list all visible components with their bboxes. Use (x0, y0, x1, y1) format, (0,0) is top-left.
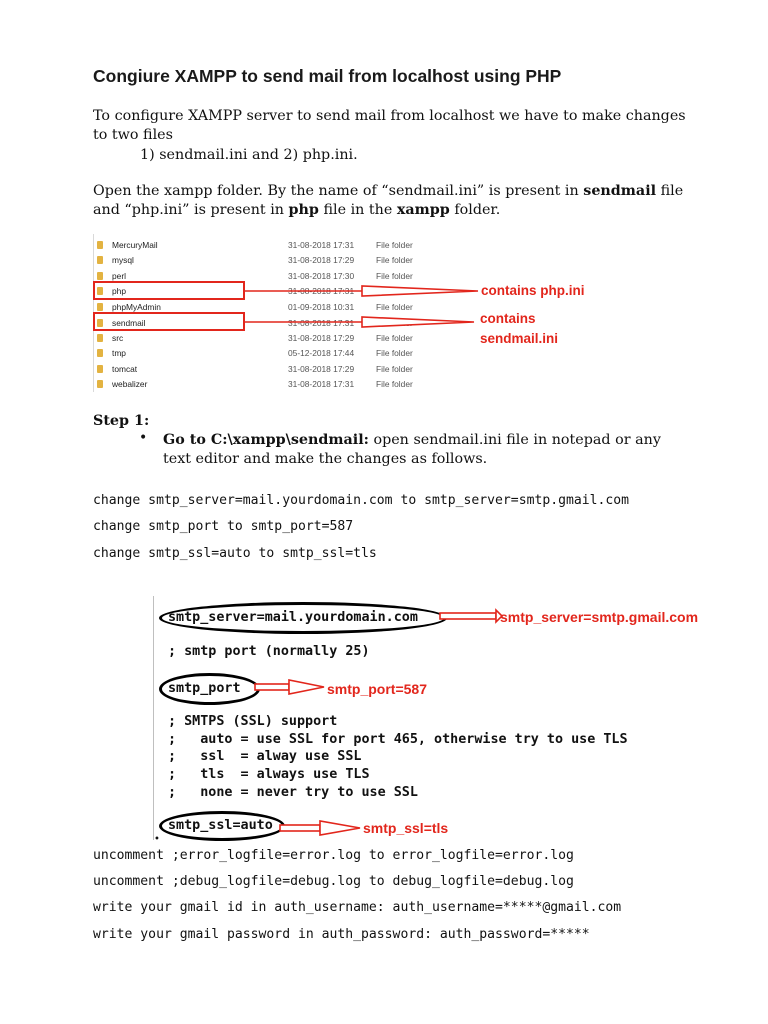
arrow-icon (244, 317, 474, 327)
folder-row: webalizer 31-08-2018 17:31 File folder (93, 377, 579, 392)
step-1-line-1: Go to C:\xampp\sendmail: open sendmail.ini file in notepad or any (163, 432, 661, 448)
arrow-icon (280, 821, 360, 835)
folder-row: mysql 31-08-2018 17:29 File folder (93, 253, 579, 268)
annotation-port: smtp_port=587 (327, 681, 427, 697)
code-line-port: smtp_port (168, 681, 241, 696)
intro-line-2: to two files (93, 127, 173, 143)
final-line: uncomment ;debug_logfile=debug.log to debug_logfile=debug.log (93, 874, 574, 889)
open-folder-line-2: and “php.ini” is present in php file in the xampp folder. (93, 202, 501, 218)
folder-row: php 31-08-2018 17:31 (93, 284, 579, 299)
folder-row: tomcat 31-08-2018 17:29 File folder (93, 362, 579, 377)
arrow-icon (244, 286, 478, 296)
code-line-port-comment: ; smtp port (normally 25) (168, 644, 370, 659)
code-line-auto: ; auto = use SSL for port 465, otherwise try to use TLS (168, 732, 628, 747)
annotation-sendmail-1: contains (480, 311, 536, 326)
bullet-icon: • (154, 834, 160, 845)
open-folder-line-1: Open the xampp folder. By the name of “sendmail.ini” is present in sendmail file (93, 183, 684, 199)
arrow-icon (255, 680, 324, 694)
code-line-smtps: ; SMTPS (SSL) support (168, 714, 338, 729)
final-line: uncomment ;error_logfile=error.log to error_logfile=error.log (93, 848, 574, 863)
intro-files-list: 1) sendmail.ini and 2) php.ini. (140, 147, 358, 163)
sendmail-highlight-box (94, 313, 244, 330)
annotation-sendmail-2: sendmail.ini (480, 331, 559, 346)
folder-row: sendmail 31-08-2018 17:31 (93, 316, 579, 331)
step-1-heading: Step 1: (93, 413, 150, 429)
annotation-server: smtp_server=smtp.gmail.com (500, 609, 699, 625)
folder-row: phpMyAdmin 01-09-2018 10:31 File folder (93, 300, 579, 315)
bullet-icon: • (139, 430, 148, 446)
code-line-tls: ; tls = always use TLS (168, 767, 370, 782)
folder-row: src 31-08-2018 17:29 File folder (93, 331, 579, 346)
arrow-icon (440, 610, 502, 622)
page-title: Congiure XAMPP to send mail from localhost using PHP (93, 66, 562, 86)
folder-row: perl 31-08-2018 17:30 File folder (93, 269, 579, 284)
code-line-server: smtp_server=mail.yourdomain.com (168, 610, 418, 625)
folder-highlight-overlay (0, 0, 768, 420)
annotation-ssl: smtp_ssl=tls (363, 820, 449, 836)
folder-row: MercuryMail 31-08-2018 17:31 File folder (93, 238, 579, 253)
step-1-line-2: text editor and make the changes as follows. (163, 451, 488, 467)
folder-row: tmp 05-12-2018 17:44 File folder (93, 346, 579, 361)
code-line-none: ; none = never try to use SSL (168, 785, 418, 800)
change-line: change smtp_server=mail.yourdomain.com to smtp_server=smtp.gmail.com (93, 493, 630, 508)
code-line-ssl-setting: smtp_ssl=auto (168, 818, 273, 833)
final-line: write your gmail password in auth_password: auth_password=***** (93, 927, 590, 942)
intro-line-1: To configure XAMPP server to send mail from localhost we have to make changes (93, 108, 686, 124)
change-line: change smtp_port to smtp_port=587 (93, 519, 354, 534)
php-highlight-box (94, 282, 244, 299)
annotation-php-ini: contains php.ini (481, 283, 585, 298)
change-line: change smtp_ssl=auto to smtp_ssl=tls (93, 546, 377, 561)
final-line: write your gmail id in auth_username: auth_username=*****@gmail.com (93, 900, 622, 915)
code-line-ssl: ; ssl = alway use SSL (168, 749, 362, 764)
